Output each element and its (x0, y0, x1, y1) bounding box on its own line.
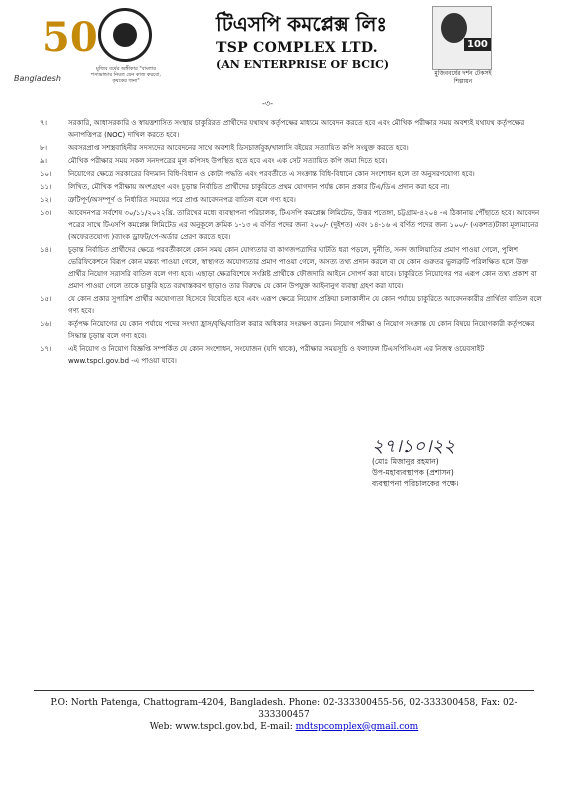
item-text: এই নিয়োগ ও নিয়োগ বিজ্ঞপ্তি সম্পর্কিত যে কোন সংশোধন, সংযোজন (যদি থাকে), পরীক্ষার সময়সূচি ও ফলাফল টিএসপিসিএল এর নিজস্ব ওয়েবসাইট www.tspcl.gov.bd -এ পাওয়া যাবে। (68, 345, 485, 365)
item-text: চূড়ান্ত নির্বাচিত প্রার্থীদের ক্ষেত্রে পরবর্তীকালে কোন সময় কোন যোগ্যতার বা কাগজপত্রাদির ঘাটতি ধরা পড়লে, দুর্নীতি, সনদ জালিয়াতির প্রমাণ পাওয়া গেলে, পুলিশ ভেরিফিকেশনে বিরূপ কোন মন্তব্য পাওয়া গেলে, স্বাস্থ্যগত অযোগ্যতার প্রমাণ পাওয়া গেলে, অসত্য তথ্য প্রদান করলে বা যে কোন গুরুতর ভুলত্রুটি পরিলক্ষিত হলে উক্ত প্রার্থীর নিয়োগ সরাসরি বাতিল বলে গণ্য হবে। এছাড়া ক্ষেত্রবিশেষে সংশ্লিষ্ট প্রার্থীকে ফৌজদারি আইনে সোপর্দ করা যাবে। চাকুরিতে নিয়োগের পর এরূপ কোন তথ্য প্রকাশ বা প্রমাণ পাওয়া গেলে তাকে চাকুরি হতে বরখাস্তকরণ ছাড়াও তার বিরুদ্ধে যে কোন উপযুক্ত আইনানুগ ব্যবস্থা গ্রহণ করা যাবে। (68, 246, 537, 290)
item-number: ৯। (40, 157, 48, 165)
conditions-list (40, 117, 544, 368)
list-item (40, 244, 544, 292)
list-item (40, 207, 544, 243)
signature-block (372, 432, 542, 489)
list-item (40, 168, 544, 180)
bcic-caption: মুজিব বর্ষের অঙ্গীকার "বাংলার শস্যভান্ডার নিয়ত যেন কাজ করবো, কৃষকের জন্য" (91, 66, 161, 84)
on-behalf-line: ব্যবস্থাপনা পরিচালকের পক্ষে। (372, 479, 459, 488)
item-number: ১৪। (40, 246, 52, 254)
bcic-gear-logo (98, 8, 152, 62)
logo-caption: Bangladesh (14, 74, 61, 83)
signatory-name: (মোঃ মিজানুর রহমান) (372, 457, 439, 466)
mujib-100-badge: 100 (464, 38, 491, 51)
item-number: ১১। (40, 183, 52, 191)
list-item (40, 142, 544, 154)
golden-jubilee-logo (14, 8, 98, 83)
item-number: ১৭। (40, 345, 52, 353)
footer (34, 697, 534, 733)
company-name-english: TSP COMPLEX LTD. (216, 40, 378, 56)
list-item (40, 293, 544, 317)
footer-web-line (34, 721, 534, 733)
list-item (40, 117, 544, 141)
list-item (40, 155, 544, 167)
letterhead (0, 0, 566, 98)
item-text: আবেদনপত্র সর্বশেষ ৩০/১১/২০২২খ্রি. তারিখের মধ্যে ব্যবস্থাপনা পরিচালক, টিএসপি কমপ্লেক্স লিমিটেড, উত্তর পতেঙ্গা, চট্টগ্রাম-৪২০৪ -এ ঠিকানায় পৌঁছাতে হবে। আবেদন পত্রের সাথে টিএসপি কমপ্লেক্স লিমিটেড এর অনুকূলে ক্রমিক ১-১৩ এ বর্ণিত পদের জন্য ২০০/- (দুইশত) এবং ১৪-১৬ এ বর্ণিত পদের জন্য ১০০/- (একশত)টাকা মূল্যমানের (অফেরতযোগ্য )ব্যাংক ড্রাফট/পে-অর্ডার প্রেরণ করতে হবে। (68, 209, 540, 241)
item-text: যে কোন প্রকার সুপারিশ প্রার্থীর অযোগ্যতা হিসেবে বিবেচিত হবে এবং এরূপ ক্ষেত্রে নিয়োগ প্রক্রিয়া চলাকালীন যে কোন পর্যায়ে চাকুরিতে আবেদনকারীর প্রার্থিতা বাতিল বলে গণ্য হবে। (68, 295, 542, 315)
list-item (40, 343, 544, 367)
company-name-bangla: টিএসপি কমপ্লেক্স লিঃ (216, 12, 388, 36)
handwritten-signature: ২৭।১০।২২ (372, 436, 456, 457)
page-number: -৩- (262, 99, 273, 108)
item-number: ৭। (40, 119, 48, 127)
item-text: অবসরপ্রাপ্ত সশস্ত্রবাহিনীর সদস্যদের আবেদনের সাথে অবশ্যই ডিসচার্জবুক/খালাসি বইয়ের সত্যায়িত কপি সংযুক্ত করতে হবে। (68, 144, 409, 152)
item-number: ১০। (40, 170, 52, 178)
item-text: ত্রুটিপূর্ণ/অসম্পূর্ণ ও নির্ধারিত সময়ের পরে প্রাপ্ত আবেদনপত্র বাতিল বলে গণ্য হবে। (68, 196, 296, 204)
footer-address: P.O: North Patenga, Chattogram-4204, Bangladesh. Phone: 02-333300455-56, 02-333300458, Fax: 02-333300457 (50, 698, 518, 720)
list-item (40, 318, 544, 342)
footer-web-label: Web: www.tspcl.gov.bd, E-mail: (149, 722, 296, 732)
mujib-caption: মুজিববর্ষের দর্শন টেকসই শিল্পায়ন (434, 70, 492, 85)
signatory-designation: উপ-মহাব্যবস্থাপক (প্রশাসন) (372, 468, 454, 477)
list-item (40, 194, 544, 206)
footer-divider (34, 690, 534, 691)
item-text: সরকারি, আধাসরকারি ও স্বায়ত্তশাসিত সংস্থায় চাকুরিরত প্রার্থীদের যথাযথ কর্তৃপক্ষের মাধ্যমে আবেদন করতে হবে এবং মৌখিক পরীক্ষার সময় অবশ্যই যথাযথ কর্তৃপক্ষের অনাপত্তিপত্র (NOC) দাখিল করতে হবে। (68, 119, 525, 139)
item-number: ১৬। (40, 320, 52, 328)
email-link[interactable]: mdtspcomplex@gmail.com (295, 722, 419, 732)
item-number: ৮। (40, 144, 48, 152)
item-number: ১২। (40, 196, 52, 204)
item-text: কর্তৃপক্ষ নিয়োগের যে কোন পর্যায়ে পদের সংখ্যা হ্রাস/বৃদ্ধি/বাতিল করার অধিকার সংরক্ষণ করেন। নিয়োগ পরীক্ষা ও নিয়োগ সংক্রান্ত যে কোন বিষয়ে নিয়োগকারী কর্তৃপক্ষের সিদ্ধান্ত চূড়ান্ত বলে গণ্য হবে। (68, 320, 535, 340)
item-text: নিয়োগের ক্ষেত্রে সরকারের বিদ্যমান বিধি-বিধান ও কোটা পদ্ধতি এবং পরবর্তীতে এ সংক্রান্ত বিধি-বিধানে কোন সংশোধন হলে তা অনুসরণযোগ্য হবে। (68, 170, 475, 178)
item-number: ১৫। (40, 295, 52, 303)
fifty-emblem: 50 (42, 14, 98, 61)
company-subtitle: (AN ENTERPRISE OF BCIC) (216, 58, 390, 71)
item-text: মৌখিক পরীক্ষার সময় সকল সনদপত্রের মূল কপিসহ উপস্থিত হতে হবে এবং এক সেট সত্যায়িত কপি জমা দিতে হবে। (68, 157, 388, 165)
list-item (40, 181, 544, 193)
item-number: ১৩। (40, 209, 52, 217)
item-text: লিখিত, মৌখিক পরীক্ষায় অংশগ্রহণ এবং চূড়ান্ত নির্বাচিত প্রার্থীদের চাকুরিতে প্রথম যোগদান পর্যন্ত কোন প্রকার টিএ/ডিএ প্রদান করা হবে না। (68, 183, 450, 191)
